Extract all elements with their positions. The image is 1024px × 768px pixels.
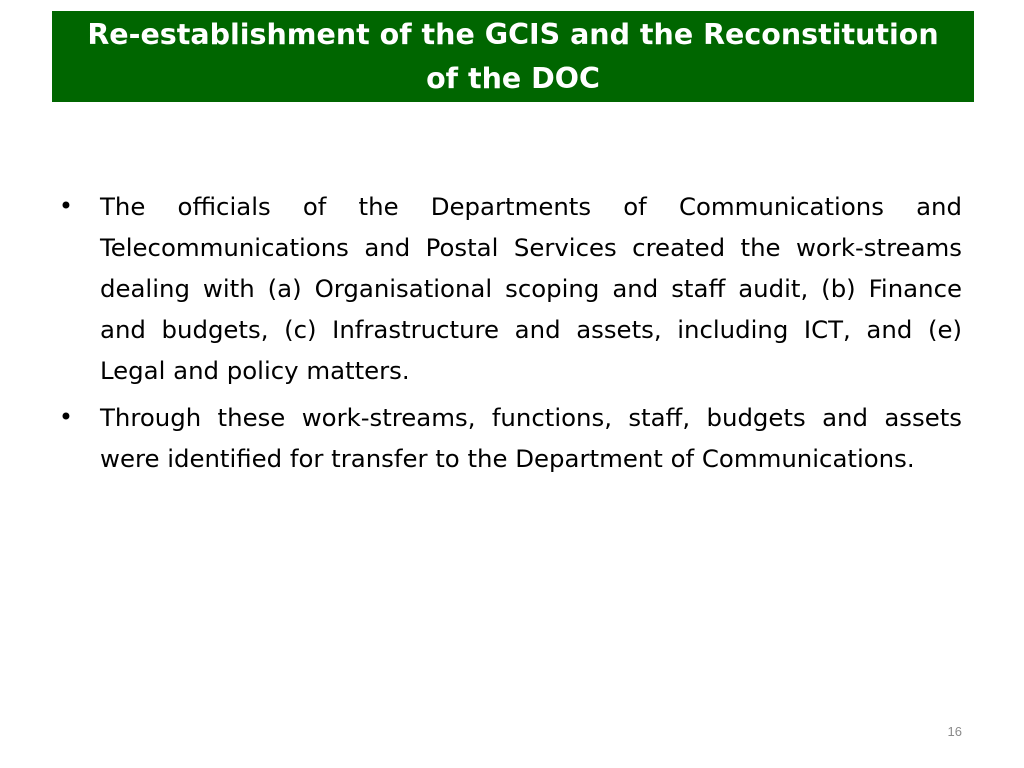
title-banner: [52, 11, 974, 102]
slide-title: Re-establishment of the GCIS and the Reconstitution of the DOC: [87, 17, 939, 95]
bullet-text: Through these work-streams, functions, staff, budgets and assets were identified for transfer to the Department of Communications.: [100, 403, 962, 473]
page-number: 16: [947, 724, 962, 739]
bullet-item: [56, 186, 962, 391]
bullet-dot-icon: •: [58, 403, 74, 431]
bullet-list: [56, 186, 962, 485]
bullet-item: [56, 397, 962, 479]
bullet-text: The officials of the Departments of Communications and Telecommunications and Postal Services created the work-streams dealing with (a) Organisational scoping and staff audit, (b) Finance and budgets, (c) Infrastructure and assets, including ICT, and (e) Legal and policy matters.: [100, 192, 962, 385]
bullet-dot-icon: •: [58, 192, 74, 220]
